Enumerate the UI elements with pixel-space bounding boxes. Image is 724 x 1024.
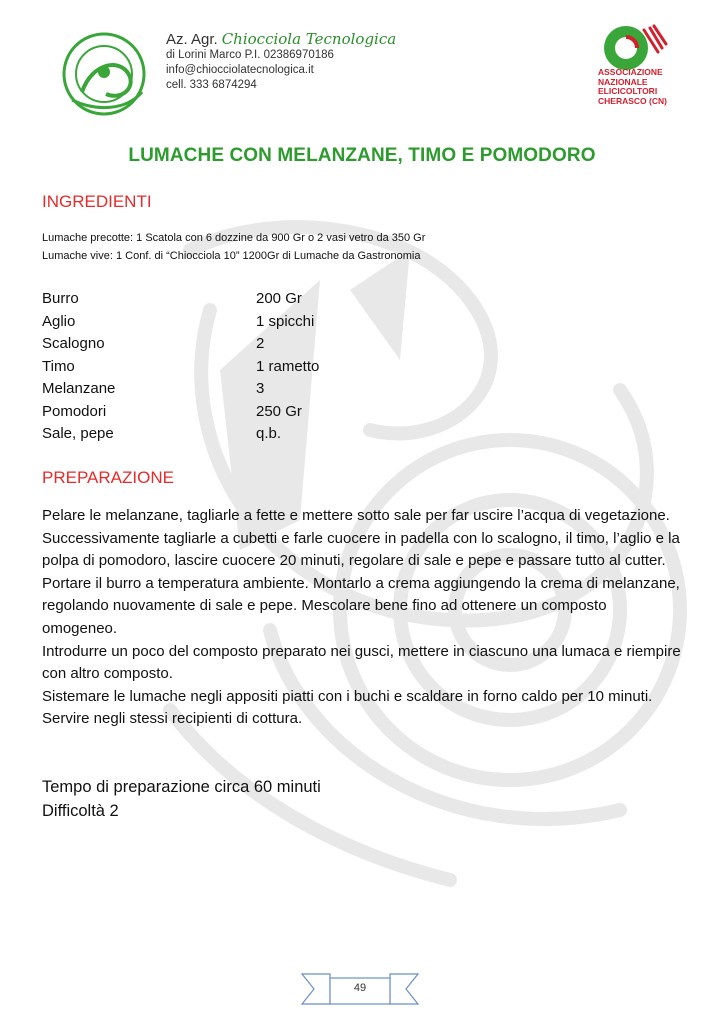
- preparation-text: [42, 505, 682, 731]
- ingredient-row: [42, 288, 319, 311]
- preparation-paragraph: Introdurre un poco del composto preparato nei gusci, mettere in ciascuno una lumaca e riempire con altro composto.: [42, 642, 681, 683]
- ingredient-name: Burro: [42, 290, 79, 307]
- ingredients-list: [42, 288, 319, 446]
- company-name: [166, 30, 396, 48]
- ingredient-name: Sale, pepe: [42, 425, 114, 442]
- ingredients-note: Lumache vive: 1 Conf. di “Chiocciola 10” 1200Gr di Lumache da Gastronomia: [42, 250, 421, 262]
- ingredient-name: Pomodori: [42, 402, 107, 420]
- ingredient-row: [42, 423, 319, 446]
- ingredient-qty: 1 spicchi: [256, 312, 315, 330]
- ingredient-qty: 2: [256, 335, 265, 352]
- association-line-4: CHERASCO (CN): [598, 95, 667, 106]
- association-line-3: ELICICOLTORI: [598, 86, 658, 96]
- association-name: [598, 68, 667, 106]
- ingredient-qty: 200 Gr: [256, 290, 302, 307]
- ingredient-qty: 3: [256, 380, 265, 397]
- company-prefix: Az. Agr.: [166, 31, 218, 48]
- ingredients-note: Lumache precotte: 1 Scatola con 6 dozzine da 900 Gr o 2 vasi vetro da 350 Gr: [42, 232, 426, 244]
- recipe-title: LUMACHE CON MELANZANE, TIMO E POMODORO: [128, 145, 596, 166]
- ingredient-qty: q.b.: [256, 425, 282, 442]
- preparation-paragraph: Sistemare le lumache negli appositi piatti con i buchi e scaldare in forno caldo per 10 minuti. Servire negli stessi recipienti di cottura.: [42, 687, 653, 728]
- ingredient-row: [42, 333, 319, 356]
- ingredient-qty: 1 rametto: [256, 357, 320, 375]
- difficulty: Difficoltà 2: [42, 802, 119, 820]
- ingredient-row: [42, 356, 319, 379]
- company-logo: [42, 22, 160, 122]
- preparation-paragraph: Portare il burro a temperatura ambiente. Montarlo a crema aggiungendo la crema di melanzane, regolando nuovamente di sale e pepe. Mescolare bene fino ad ottenere un composto omogeneo.: [42, 574, 680, 637]
- ingredient-row: [42, 401, 319, 424]
- company-phone: cell. 333 6874294: [166, 79, 257, 91]
- ingredient-row: [42, 378, 319, 401]
- association-line-1: ASSOCIAZIONE: [598, 67, 663, 77]
- ingredient-name: Melanzane: [42, 380, 116, 397]
- company-email: info@chiocciolatecnologica.it: [166, 64, 314, 76]
- ingredient-name: Scalogno: [42, 335, 105, 352]
- ingredient-qty: 250 Gr: [256, 402, 302, 420]
- recipe-info: [42, 775, 321, 823]
- ingredients-heading: INGREDIENTI: [42, 192, 152, 211]
- preparation-heading: PREPARAZIONE: [42, 468, 174, 487]
- ingredient-name: Aglio: [42, 312, 76, 330]
- company-brand: Chiocciola Tecnologica: [221, 30, 397, 48]
- ingredient-name: Timo: [42, 357, 75, 375]
- preparation-paragraph: Pelare le melanzane, tagliarle a fette e mettere sotto sale per far uscire l’acqua di vegetazione. Successivamente tagliarle a cubetti e farle cuocere in padella con lo scalogno, il timo, l’aglio e la polpa di pomodoro, lascire cuocere 20 minuti, regolare di sale e pepe e passare tutto al cutter.: [42, 507, 680, 570]
- ingredient-row: [42, 311, 319, 334]
- company-vat-line: di Lorini Marco P.I. 02386970186: [166, 49, 334, 61]
- preparation-time: Tempo di preparazione circa 60 minuti: [42, 778, 321, 796]
- association-line-2: NAZIONALE: [598, 76, 648, 87]
- ingredients-notes: [42, 229, 425, 265]
- company-info: [166, 30, 396, 93]
- page-number: 49: [353, 982, 367, 994]
